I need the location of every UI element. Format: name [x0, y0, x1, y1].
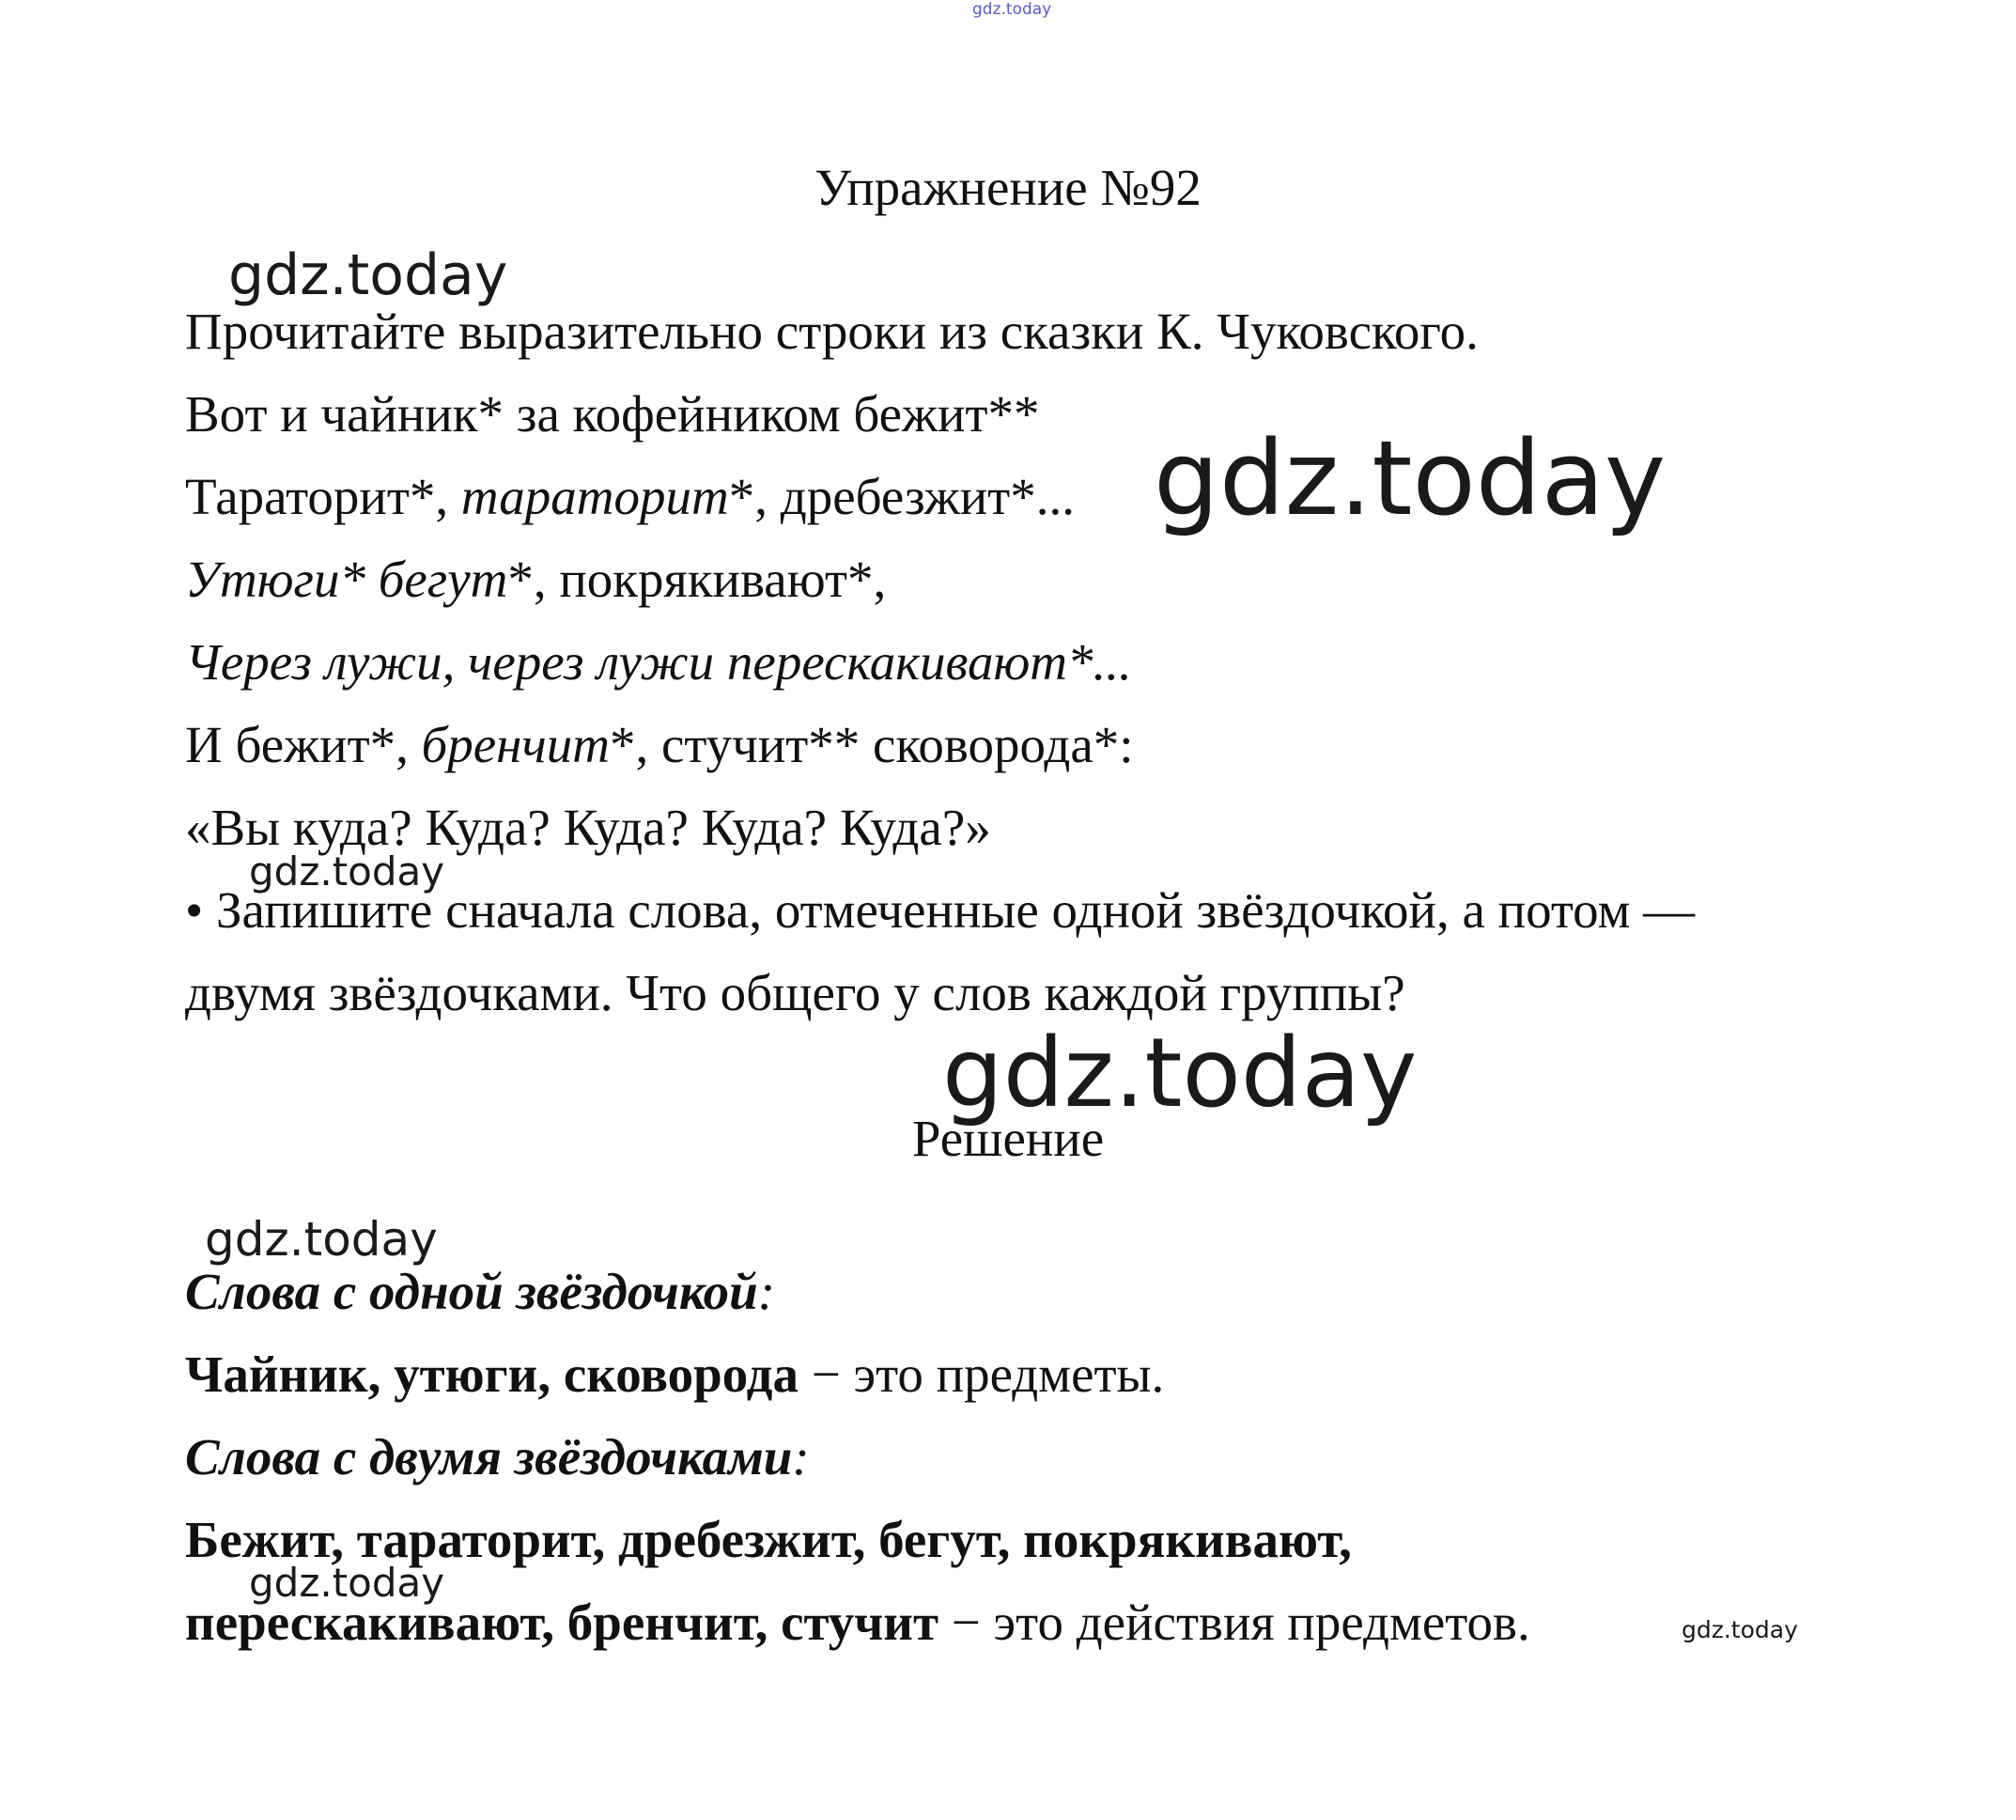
poem-line-6-text: «Вы куда? Куда? Куда? Куда? Куда?»: [185, 799, 991, 856]
poem-line-5-part-3: *, стучит** сковорода*:: [609, 716, 1134, 773]
poem-line-5-part-2: бренчит: [421, 716, 610, 773]
poem-line-2-part-2: тараторит: [460, 468, 729, 525]
poem-line-3-part-1: Утюги* бегут: [185, 551, 508, 608]
two-star-label: Слова с двумя звёздочками: [185, 1428, 793, 1486]
poem-line-2: [185, 467, 1075, 527]
watermark: gdz.today: [1154, 418, 1667, 538]
poem-line-2-part-3: *, дребезжит*...: [728, 468, 1075, 525]
watermark: gdz.today: [942, 1018, 1418, 1129]
task-question-line-1: • Запишите сначала слова, отмеченные одной звёздочкой, а потом —: [185, 881, 1696, 939]
poem-line-1-text: Вот и чайник* за кофейником бежит**: [185, 385, 1040, 443]
poem-line-5-part-1: И бежит*,: [185, 716, 422, 773]
watermark: gdz.today: [205, 1212, 438, 1267]
exercise-title: Упражнение №92: [814, 159, 1202, 216]
poem-line-1: [185, 384, 1040, 444]
solution-heading: Решение: [911, 1110, 1105, 1167]
one-star-label: Слова с одной звёздочкой: [185, 1263, 758, 1320]
task-instruction: Прочитайте выразительно строки из сказки К. Чуковского.: [185, 303, 1479, 360]
solution-two-star-heading: [185, 1427, 810, 1487]
one-star-explanation: − это предметы.: [799, 1346, 1165, 1403]
watermark: gdz.today: [1682, 1616, 1798, 1643]
poem-line-4-part-1: Через лужи, через лужи перескакивают: [185, 633, 1068, 691]
solution-one-star-answer: [185, 1345, 1164, 1405]
poem-line-4-part-2: *...: [1067, 633, 1132, 691]
one-star-colon: :: [757, 1263, 776, 1320]
two-star-colon: :: [792, 1428, 810, 1486]
poem-line-2-part-1: Тараторит*,: [185, 468, 461, 525]
watermark-top: gdz.today: [972, 0, 1052, 19]
solution-one-star-heading: [185, 1262, 775, 1322]
task-question-line-2: двумя звёздочками. Что общего у слов каждой группы?: [185, 964, 1405, 1021]
two-star-words-line-2: перескакивают, бренчит, стучит: [185, 1594, 939, 1651]
poem-line-3-part-2: *, покрякивают*,: [507, 551, 887, 608]
watermark: gdz.today: [249, 848, 445, 894]
watermark: gdz.today: [228, 242, 508, 308]
one-star-words: Чайник, утюги, сковорода: [185, 1346, 799, 1403]
solution-two-star-answer-line-2: [185, 1593, 1530, 1653]
poem-line-4: [185, 632, 1132, 692]
poem-line-5: [185, 715, 1134, 775]
watermark: gdz.today: [249, 1560, 445, 1606]
two-star-explanation: − это действия предметов.: [938, 1594, 1530, 1651]
two-star-words-line-1: Бежит, тараторит, дребезжит, бегут, покрякивают,: [185, 1511, 1352, 1568]
poem-line-3: [185, 550, 886, 610]
